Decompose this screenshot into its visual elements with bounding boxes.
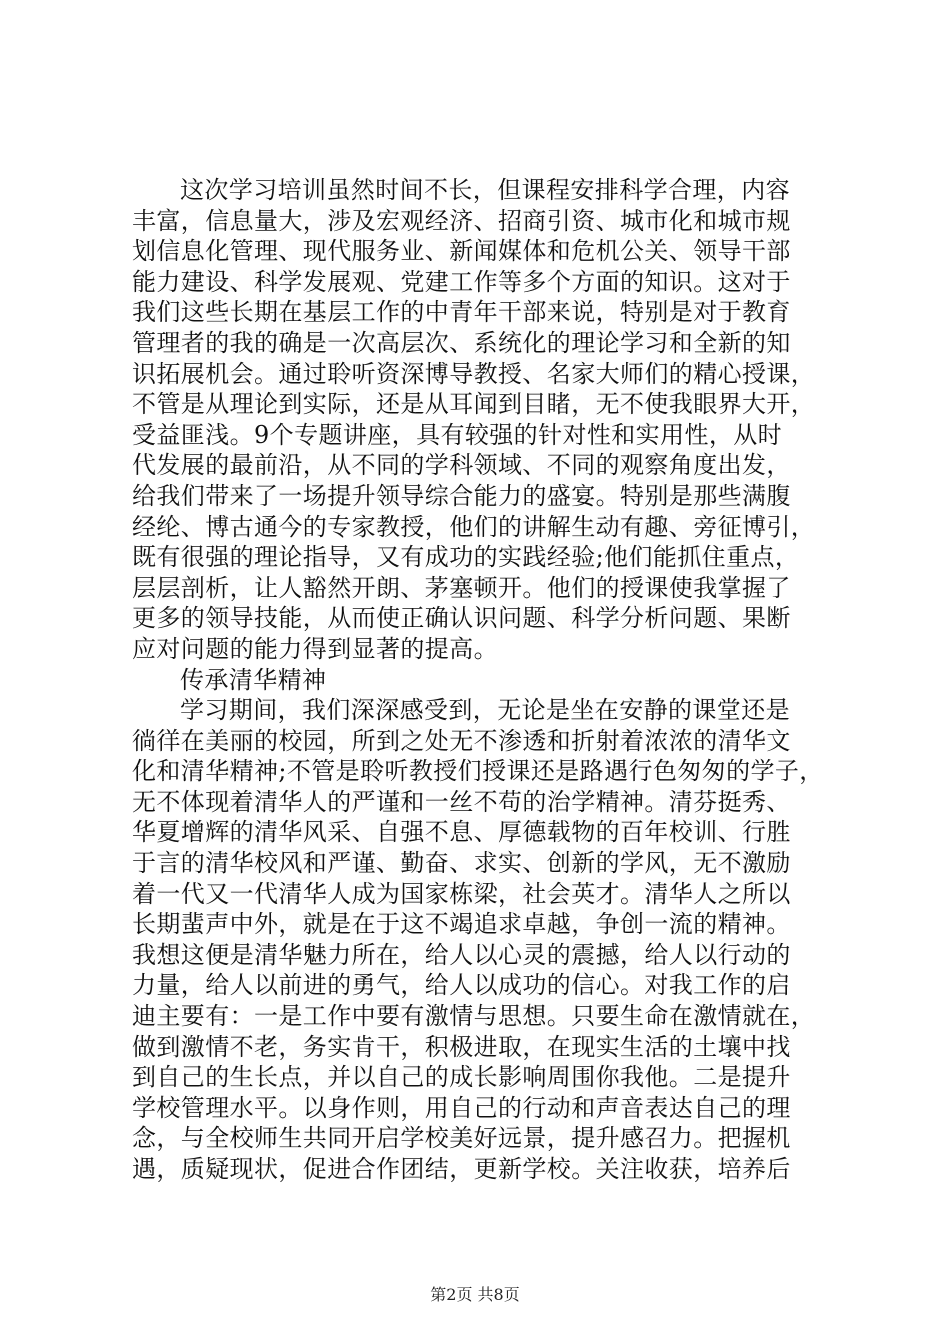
text-line: 这次学习培训虽然时间不长，但课程安排科学合理，内容 — [180, 176, 790, 204]
text-line: 给我们带来了一场提升领导综合能力的盛宴。特别是那些满腹 — [132, 481, 791, 510]
text-line: 能力建设、科学发展观、党建工作等多个方面的知识。这对于 — [132, 267, 791, 296]
text-line: 无不体现着清华人的严谨和一丝不苟的治学精神。清芬挺秀、 — [132, 787, 791, 816]
text-line: 遇，质疑现状，促进合作团结，更新学校。关注收获，培养后 — [132, 1155, 791, 1183]
text-line: 长期蜚声中外，就是在于这不竭追求卓越，争创一流的精神。 — [132, 910, 791, 939]
text-line: 徜徉在美丽的校园，所到之处无不渗透和折射着浓浓的清华文 — [132, 726, 791, 755]
text-line: 做到激情不老，务实肯干，积极进取，在现实生活的土壤中找 — [132, 1032, 791, 1061]
text-line: 我想这便是清华魅力所在，给人以心灵的震撼，给人以行动的 — [132, 940, 791, 969]
text-line: 管理者的我的确是一次高层次、系统化的理论学习和全新的知 — [132, 328, 791, 357]
text-line: 华夏增辉的清华风采、自强不息、厚德载物的百年校训、行胜 — [132, 818, 791, 847]
text-line: 到自己的生长点，并以自己的成长影响周围你我他。二是提升 — [132, 1063, 791, 1092]
text-line: 丰富，信息量大，涉及宏观经济、招商引资、城市化和城市规 — [132, 206, 791, 235]
text-line: 迪主要有：一是工作中要有激情与思想。只要生命在激情就在， — [132, 1002, 816, 1031]
page-number-footer: 第2页 共8页 — [430, 1285, 520, 1304]
text-line: 经纶、博古通今的专家教授，他们的讲解生动有趣、旁征博引， — [132, 512, 816, 541]
text-line: 于言的清华校风和严谨、勤奋、求实、创新的学风，无不激励 — [132, 849, 791, 878]
text-line: 学习期间，我们深深感受到，无论是坐在安静的课堂还是 — [180, 696, 790, 725]
document-body — [132, 175, 832, 1185]
text-line: 化和清华精神;不管是聆听教授们授课还是路遇行色匆匆的学子， — [132, 757, 824, 786]
text-line: 力量，给人以前进的勇气，给人以成功的信心。对我工作的启 — [132, 971, 791, 1000]
section-heading: 传承清华精神 — [180, 665, 327, 694]
text-line: 代发展的最前沿，从不同的学科领域、不同的观察角度出发， — [132, 451, 791, 480]
text-line: 识拓展机会。通过聆听资深博导教授、名家大师们的精心授课， — [132, 359, 816, 388]
text-line: 更多的领导技能，从而使正确认识问题、科学分析问题、果断 — [132, 604, 791, 633]
text-line: 应对问题的能力得到显著的提高。 — [132, 634, 498, 663]
text-line: 划信息化管理、现代服务业、新闻媒体和危机公关、领导干部 — [132, 237, 791, 266]
text-line: 受益匪浅。9个专题讲座，具有较强的针对性和实用性，从时 — [132, 420, 783, 449]
text-line: 学校管理水平。以身作则，用自己的行动和声音表达自己的理 — [132, 1093, 791, 1122]
text-line: 我们这些长期在基层工作的中青年干部来说，特别是对于教育 — [132, 298, 791, 327]
text-line: 不管是从理论到实际，还是从耳闻到目睹，无不使我眼界大开， — [132, 390, 816, 419]
text-line: 层层剖析，让人豁然开朗、茅塞顿开。他们的授课使我掌握了 — [132, 573, 791, 602]
text-line: 着一代又一代清华人成为国家栋梁，社会英才。清华人之所以 — [132, 879, 791, 908]
text-line: 念，与全校师生共同开启学校美好远景，提升感召力。把握机 — [132, 1124, 791, 1153]
text-line: 既有很强的理论指导，又有成功的实践经验;他们能抓住重点， — [132, 543, 800, 572]
